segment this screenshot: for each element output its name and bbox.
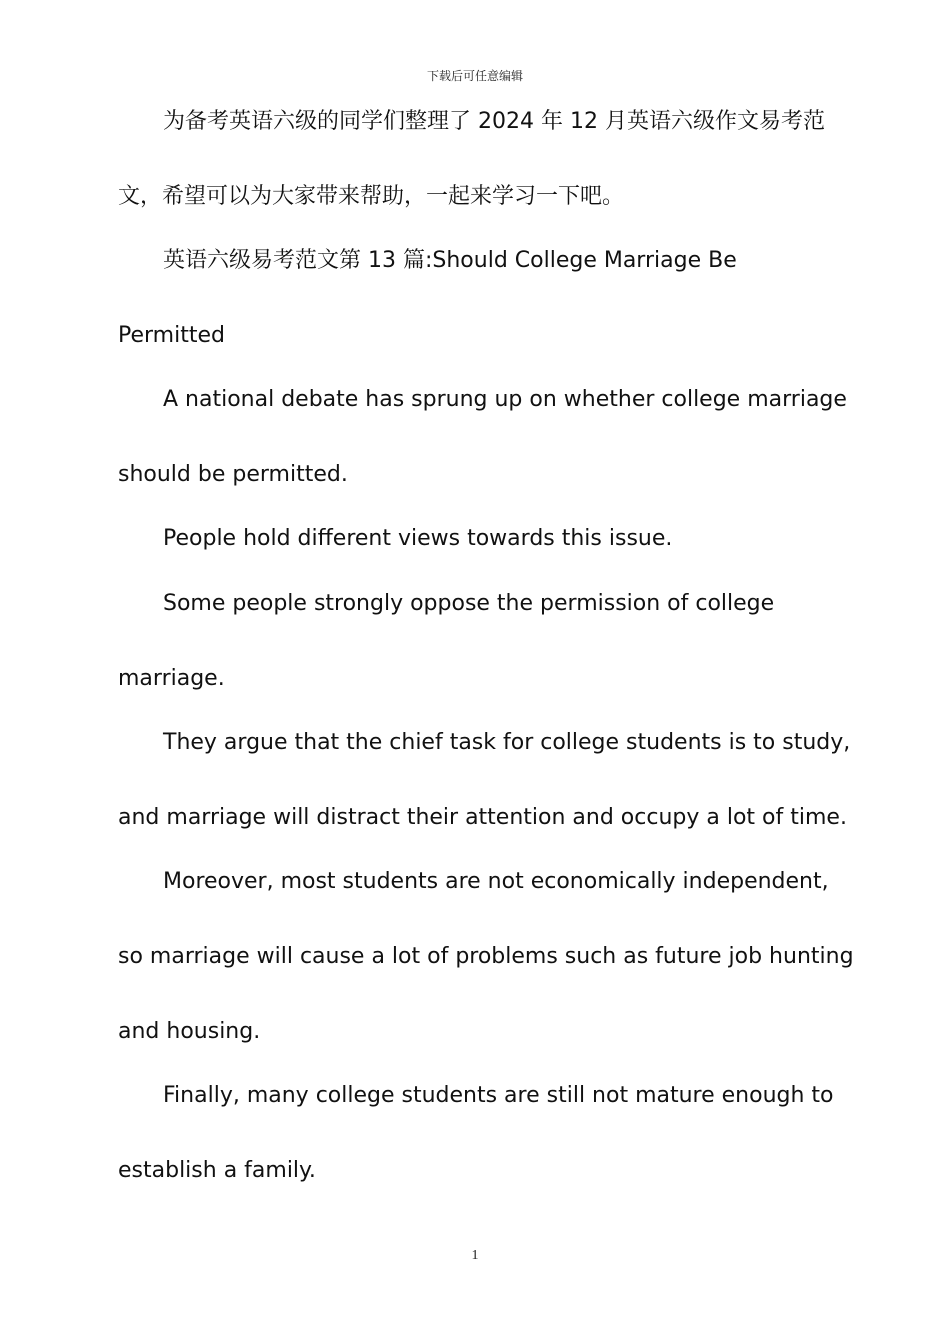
paragraph-line: Permitted — [118, 323, 225, 348]
paragraph-line: and housing. — [118, 1019, 261, 1044]
paragraph-line: should be permitted. — [118, 462, 348, 487]
paragraph-line: 英语六级易考范文第 13 篇:Should College Marriage Be — [163, 248, 737, 273]
paragraph-line: People hold different views towards this issue. — [163, 526, 673, 551]
paragraph-line: Moreover, most students are not economically independent, — [163, 869, 829, 894]
paragraph-line: 文，希望可以为大家带来帮助，一起来学习一下吧。 — [118, 184, 625, 209]
page-number: 1 — [471, 1248, 479, 1263]
paragraph-line: Finally, many college students are still not mature enough to — [163, 1083, 834, 1108]
paragraph-line: so marriage will cause a lot of problems such as future job hunting — [118, 944, 854, 969]
paragraph-line: marriage. — [118, 666, 225, 691]
paragraph-line: Some people strongly oppose the permission of college — [163, 591, 775, 616]
paragraph-line: and marriage will distract their attention and occupy a lot of time. — [118, 805, 847, 830]
paragraph-line: 为备考英语六级的同学们整理了 2024 年 12 月英语六级作文易考范 — [163, 109, 825, 134]
paragraph-line: A national debate has sprung up on whether college marriage — [163, 387, 847, 412]
paragraph-line: They argue that the chief task for college students is to study, — [163, 730, 851, 755]
paragraph-line: establish a family. — [118, 1158, 316, 1183]
page-header: 下载后可任意编辑 — [426, 69, 523, 83]
